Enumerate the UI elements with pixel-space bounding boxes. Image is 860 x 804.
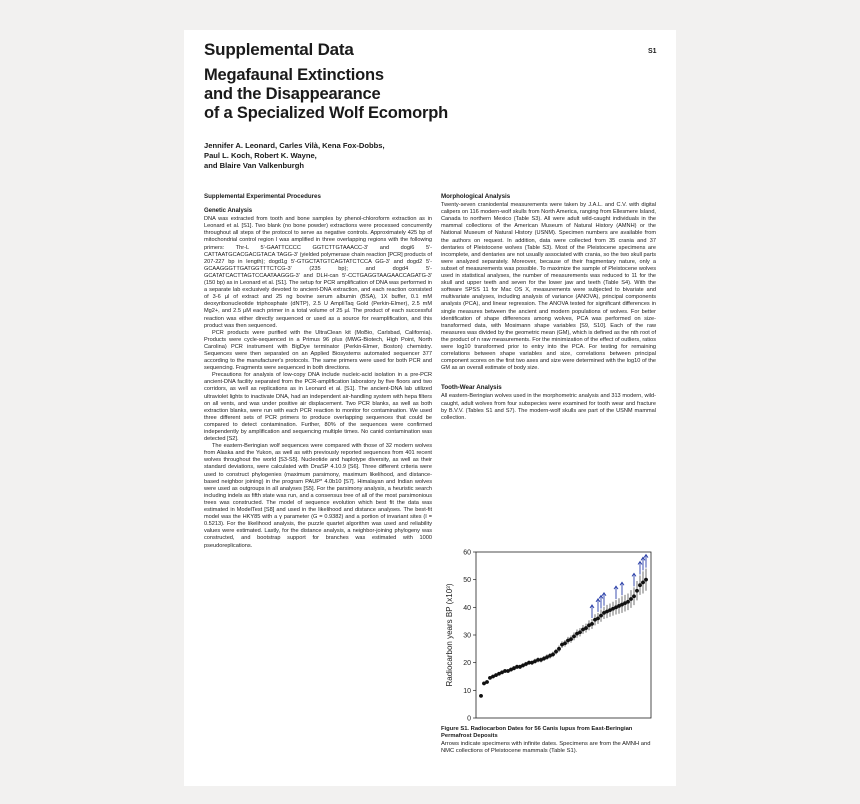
data-point (638, 583, 642, 587)
data-point (632, 594, 636, 598)
data-point (641, 581, 645, 585)
section-spacer (441, 372, 656, 384)
paragraph: PCR products were purified with the UltraClean kit (MoBio, Carlsbad, California). Products were cycle-sequenced in a Primus 96 plus (MWG-Biotech, High Point, North Carolina) PCR instrument with BigDye terminator (Perkin-Elmer, Boston) chemistry. Sequences were then separated on an Applied Biosystems automated sequencer 377 according to the manufacturer's protocols. The same primers were used for both PCR and sequencing. Fragments were sequenced in both directions. (204, 329, 432, 372)
subsection-heading-tooth-wear: Tooth-Wear Analysis (441, 384, 502, 392)
y-tick-label: 10 (463, 687, 471, 695)
page-number: S1 (648, 48, 657, 55)
data-point (569, 637, 573, 641)
y-axis-label: Radiocarbon years BP (x10³) (445, 583, 454, 687)
data-point (584, 626, 588, 630)
section-heading: Supplemental Experimental Procedures (204, 193, 321, 200)
y-tick-label: 40 (463, 604, 471, 612)
subsection-heading-morphological: Morphological Analysis (441, 193, 511, 200)
author-line: Paul L. Koch, Robert K. Wayne, (204, 150, 317, 160)
figure-s1 (441, 544, 656, 722)
y-tick-label: 60 (463, 549, 471, 557)
paper-title (204, 66, 504, 123)
data-point (626, 600, 630, 604)
y-tick-label: 50 (463, 577, 471, 585)
subsection-heading-genetic: Genetic Analysis (204, 208, 253, 215)
paragraph: Precautions for analysis of low-copy DNA include nucleic-acid isolation in a pre-PCR ancient-DNA facility separated from the PCR-amplification laboratory by five floors and two corridors, as well as replications as in Leonard et al. [S1]. The ancient-DNA lab utilized ultraviolet lights to inactivate DNA, had an independent air-handling system with hepa filters on all vents, and was under positive air displacement. Two PCR blanks, as well as both extraction blanks, were run with each PCR reaction to monitor for contamination. We used three different sets of PCR primers to produce overlapping sequences that could be compared to detect contamination. Further, 80% of the sequences were confirmed independently by amplification and sequencing multiple times. No canid contamination was detected [S2]. (204, 372, 432, 443)
plot-frame (476, 552, 651, 718)
figure-caption (441, 726, 656, 756)
title-line: Megafaunal Extinctions (204, 66, 384, 84)
caption-text: Arrows indicate specimens with infinite dates. Specimens are from the AMNH and NMC collections of Pleistocene mammals (Table S1). (441, 740, 651, 755)
data-point (596, 617, 600, 621)
paragraph: All eastern-Beringian wolves used in the morphometric analysis and 313 modern, wild-caught, adult wolves from four subspecies were examined for tooth wear and fracture by B.V.V. (Tables S1 and S7). The modern-wolf skulls are part of the USNM mammal collection. (441, 393, 656, 421)
title-line: of a Specialized Wolf Ecomorph (204, 104, 448, 122)
data-point (554, 650, 558, 654)
author-list (204, 141, 424, 170)
data-point (578, 630, 582, 634)
author-line: and Blaire Van Valkenburgh (204, 160, 305, 170)
y-tick-label: 20 (463, 660, 471, 668)
data-point (599, 614, 603, 618)
document-page (184, 30, 676, 786)
data-point (629, 597, 633, 601)
data-point (557, 647, 561, 651)
y-tick-label: 30 (463, 632, 471, 640)
paragraph: DNA was extracted from tooth and bone samples by phenol-chloroform extraction as in Leonard et al. [S1]. Two blank (no bone powder) extractions were processed concurrently throughout all steps of the protocol to serve as negative controls. Approximately 425 bp of mitochondrial control region I was amplified in three overlapping regions with the following primers: Thr-L 5'-GAATTCCCC GGTCTTGTAAACC-3' and dogi6 5'-CATTAATGCACGACGTACA TAGG-3' (yielded polymerase chain reaction [PCR] products of 207-227 bp in length); dogd1g 5'-GTGCTATGTCAGTATCTCCA GG-3' and dogd2 5'-GCAAGGGTTGATGGTTTCTCG-3' (235 bp); and dogd4 5'-GCATATCACTTAGTCCAATAAGGG-3' and DLH-can 5'-CCTGAGGTAAGAACCAGATG-3' (150 bp) as in Leonard et al. [S1]. The setup for PCR amplification of DNA was performed in a separate lab exclusively devoted to ancient-DNA extraction, and each reaction consisted of 3-6 µl of extract and 25 ng bovine serum albumin (BSA), 1X buffer, 0.1 mM deoxyribonucleotide triphosphate (dNTP), 2.5 U AmpliTaq Gold (Perkin-Elmer), 2.5 mM Mg2+, and 2.5 µM each primer in a total volume of 25 µl. The product of each successful reaction was either directly sequenced or used as a source for reamplification, and this product was then sequenced. (204, 216, 432, 329)
title-line: and the Disappearance (204, 85, 381, 103)
y-tick-label: 0 (467, 715, 471, 722)
radiocarbon-chart (441, 544, 656, 722)
data-point (572, 634, 576, 638)
data-point (644, 578, 648, 582)
paragraph: Twenty-seven craniodental measurements were taken by J.A.L. and C.V. with digital calipers on 116 modern-wolf skulls from North America, ranging from Ellesmere Island, Canada to northern Mexico (Table S3). All were adult wild-caught individuals in the mammal collections of the American Museum of Natural History (AMNH) or the National Museum of Natural History (USNM). Specimen numbers are available from the authors on request. In addition, data were collected from 35 crania and 37 dentaries of Pleistocene wolves (Table S3). Most of the Pleistocene specimens are incomplete, and dentaries are not usually associated with crania, so the two skull parts were analyzed separately. Moreover, because of their fragmentary nature, only a subset of measurements was possible. To maximize the sample of Pleistocene wolves used in statistical analyses, the number of measurements was reduced to 11 for the skull and upper teeth and seven for the lower jaw and teeth (Table S4). With the software SPSS 11 for Mac OS X, measurements were subjected to bivariate and multivariate analyses, including analysis of variance (ANOVA), principal components analysis (PCA), and linear regression. The ANOVA tested for significant differences in single measures between the ancient and modern populations of wolves. For better identification of shape differences among wolves, PCA was performed on size-transformed data, with Mosimann shape variables [S9, S10]. Each of the raw measures was divided by the geometric mean (GM), which is defined as the nth root of the product of n raw measurements. For the minimization of the effect of outliers, ratios were log10 transformed prior to entry into the PCA. For testing for remaining correlations between shape variables and size, correlations between principal component scores on the first two axes and size were determined with the log10 of the GM as an overall estimate of body size. (441, 202, 656, 372)
paragraph: The eastern-Beringian wolf sequences were compared with those of 32 modern wolves from Alaska and the Yukon, as well as with previously reported sequences from 401 recent wolves throughout the world [S3-S5]. Nucleotide and haplotype diversity, as well as their standard deviations, were calculated with DnaSP 4.10.9 [S6]. Three different criteria were used to construct phylogenies (maximum parsimony, maximum likelihood, and distance-based neighbor joining) in the program PAUP* 4.0b10 [S7]. Himalayan and Indian wolves were used as outgroups in all analyses [S5]. For the parsimony analysis, a heuristic search including indels as fifth state was run, and a consensus tree of all of the most parsimonious trees was constructed. The model of sequence evolution which best fit the data was estimated in ModelTest [S8] and used in the likelihood and distance analyses. The best-fit model was the HKY85 with a γ parameter (G = 0.9382) and a portion of invariant sites (I = 0.5213). For the likelihood analysis, the puzzle quartet algorithm was used and reliability values were estimated. Lastly, for the distance analysis, a neighbor-joining phylogeny was constructed, and bootstrap support for branches was estimated with 1000 pseudoreplications. (204, 443, 432, 549)
right-column (441, 193, 656, 422)
data-point (485, 680, 489, 684)
data-point (563, 641, 567, 645)
supplemental-heading: Supplemental Data (204, 40, 354, 59)
data-point (635, 589, 639, 593)
data-point (479, 694, 483, 698)
data-point (551, 652, 555, 656)
caption-title: Figure S1. Radiocarbon Dates for 56 Canis lupus from East-Beringian Permafrost Deposits (441, 726, 633, 740)
author-line: Jennifer A. Leonard, Carles Vilà, Kena Fox-Dobbs, (204, 141, 385, 150)
left-column (204, 193, 432, 550)
data-point (590, 622, 594, 626)
